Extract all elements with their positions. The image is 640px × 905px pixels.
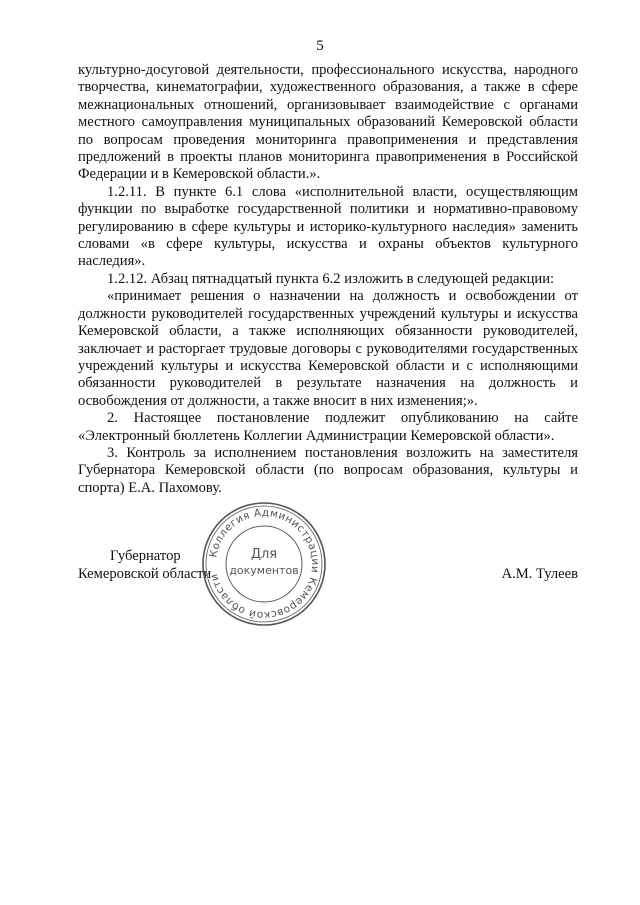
paragraph-item-3: 3. Контроль за исполнением постановления возложить на заместителя Губернатора Кемеровской области (по вопросам образования, культуры и спорта) Е.А. Пахомову. [78, 444, 578, 496]
official-seal-stamp [200, 500, 328, 628]
signatory-title-line1: Губернатор [110, 548, 181, 564]
seal-center-line1: Для [250, 547, 278, 562]
paragraph-item-1-2-11: 1.2.11. В пункте 6.1 слова «исполнительной власти, осуществляющим функции по выработке государственной политики и нормативно-правовому регулированию в сфере культуры и историко-культурного наследия» заменить словами «в сфере культуры, искусства и охраны объектов культурного наследия». [78, 183, 578, 270]
paragraph-quoted-text: «принимает решения о назначении на должность и освобождении от должности руководителей государственных учреждений культуры и искусства Кемеровской области, а также исполняющих обязанности руководителей, заключает и расторгает трудовые договоры с руководителями государственных учреждений культуры и искусства Кемеровской области и с исполняющими обязанности руководителей в результате назначения на должность и освобождения от должности, а также вносит в них изменения;». [78, 288, 578, 409]
seal-ring-text: Коллегия Администрации Кемеровской области [207, 506, 322, 622]
document-body [78, 62, 578, 497]
page-number: 5 [316, 38, 324, 54]
signatory-title-line2: Кемеровской области [78, 566, 212, 582]
paragraph-item-1-2-12: 1.2.12. Абзац пятнадцатый пункта 6.2 изложить в следующей редакции: [107, 270, 555, 287]
paragraph-continuation: культурно-досуговой деятельности, профессионального искусства, народного творчества, кинематографии, художественного образования, а также в сфере межнациональных отношений, организовывает взаимодействие с органами местного самоуправления муниципальных образований Кемеровской области по вопросам проведения мониторинга правоприменения и представления предложений в проекты планов мониторинга правоприменения в Российской Федерации и в Кемеровской области.». [78, 62, 578, 183]
seal-center-line2: документов [229, 564, 299, 577]
signature-block [0, 500, 640, 630]
paragraph-item-2: 2. Настоящее постановление подлежит опубликованию на сайте «Электронный бюллетень Коллегии Администрации Кемеровской области». [78, 410, 578, 444]
signatory-name: А.М. Тулеев [501, 566, 578, 582]
